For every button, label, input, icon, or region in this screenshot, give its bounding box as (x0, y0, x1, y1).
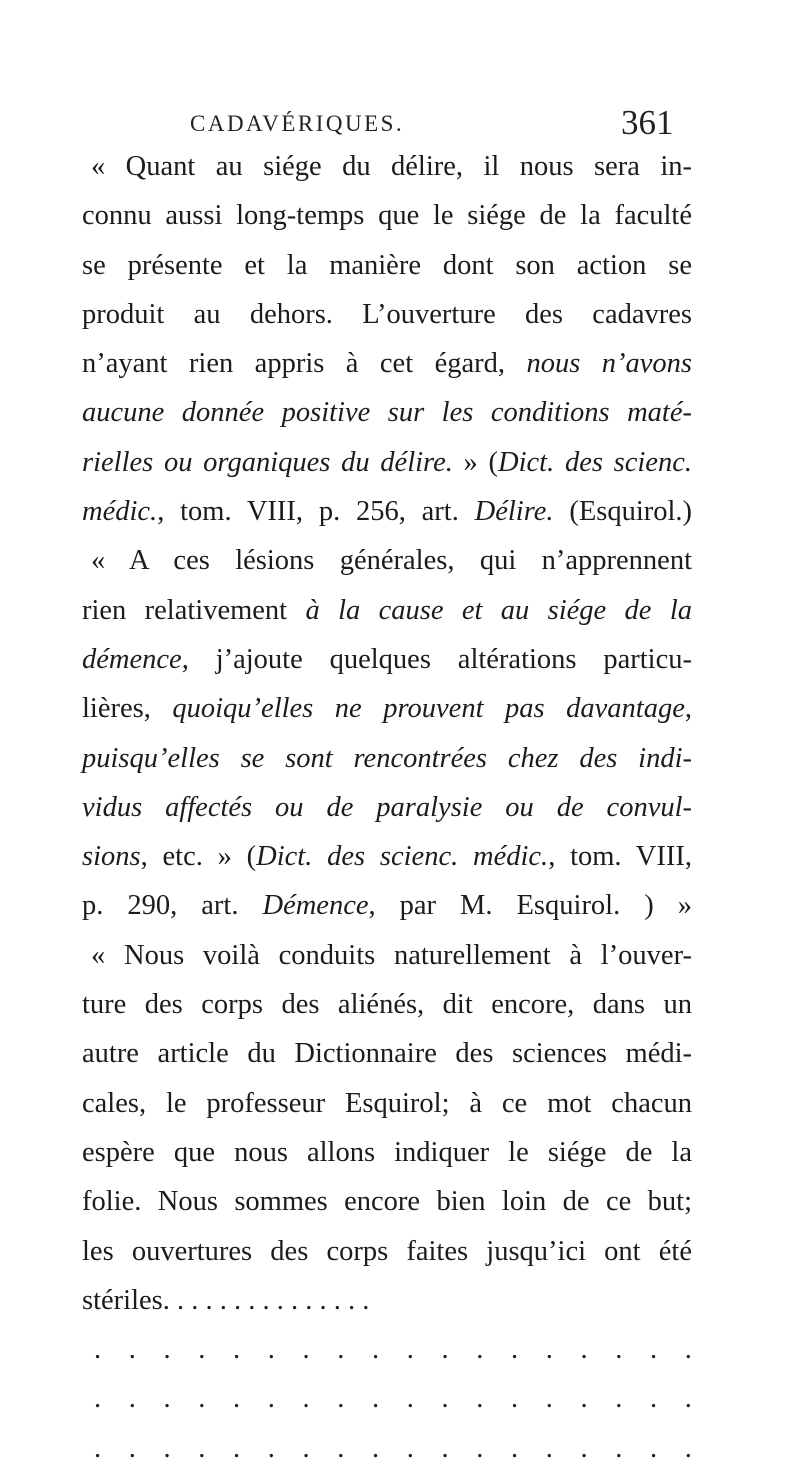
text-line: « A ces lésions générales, qui n’apprennent (91, 545, 692, 577)
running-head: CADAVÉRIQUES. (190, 111, 405, 136)
text-line: aucune donnée positive sur les conditions maté- (82, 397, 692, 429)
page-header (0, 103, 800, 143)
text-line: cales, le professeur Esquirol; à ce mot chacun (82, 1087, 692, 1119)
body-text (82, 142, 692, 1473)
text-line: rien relativement à la cause et au siége de la (82, 594, 692, 626)
text-line: stériles. . . . . . . . . . . . . . . (82, 1284, 370, 1316)
text-line: se présente et la manière dont son action se (82, 249, 692, 281)
text-line: « Nous voilà conduits naturellement à l’ouver- (91, 939, 692, 971)
text-line: médic., tom. VIII, p. 256, art. Délire. (Esquirol.) (82, 496, 693, 528)
text-line: autre article du Dictionnaire des sciences médi- (82, 1038, 692, 1070)
text-line: connu aussi long-temps que le siége de la faculté (82, 200, 692, 232)
text-line: les ouvertures des corps faites jusqu’ici ont été (82, 1235, 692, 1267)
text-line: p. 290, art. Démence, par M. Esquirol. ) » (82, 890, 692, 922)
text-line: espère que nous allons indiquer le siége de la (82, 1136, 692, 1168)
page-number: 361 (621, 103, 674, 142)
dot-leader-row: . . . . . . . . . . . . . . . . . . (94, 1383, 692, 1415)
text-line: produit au dehors. L’ouverture des cadavres (82, 298, 692, 330)
text-line: lières, quoiqu’elles ne prouvent pas davantage, (82, 693, 692, 725)
text-line: démence, j’ajoute quelques altérations particu- (82, 643, 692, 675)
text-line: rielles ou organiques du délire. » (Dict. des scienc. (82, 446, 692, 478)
text-line: vidus affectés ou de paralysie ou de convul- (82, 791, 692, 823)
text-line: sions, etc. » (Dict. des scienc. médic., tom. VIII, (82, 841, 692, 873)
dot-leader-row: . . . . . . . . . . . . . . . . . . (94, 1334, 692, 1366)
text-line: puisqu’elles se sont rencontrées chez des indi- (82, 742, 692, 774)
text-line: n’ayant rien appris à cet égard, nous n’avons (82, 348, 693, 380)
text-line: « Quant au siége du délire, il nous sera in- (91, 151, 692, 182)
text-line: folie. Nous sommes encore bien loin de ce but; (82, 1186, 692, 1218)
dot-leader-row: . . . . . . . . . . . . . . . . . . (94, 1432, 692, 1464)
text-line: ture des corps des aliénés, dit encore, dans un (82, 989, 692, 1021)
